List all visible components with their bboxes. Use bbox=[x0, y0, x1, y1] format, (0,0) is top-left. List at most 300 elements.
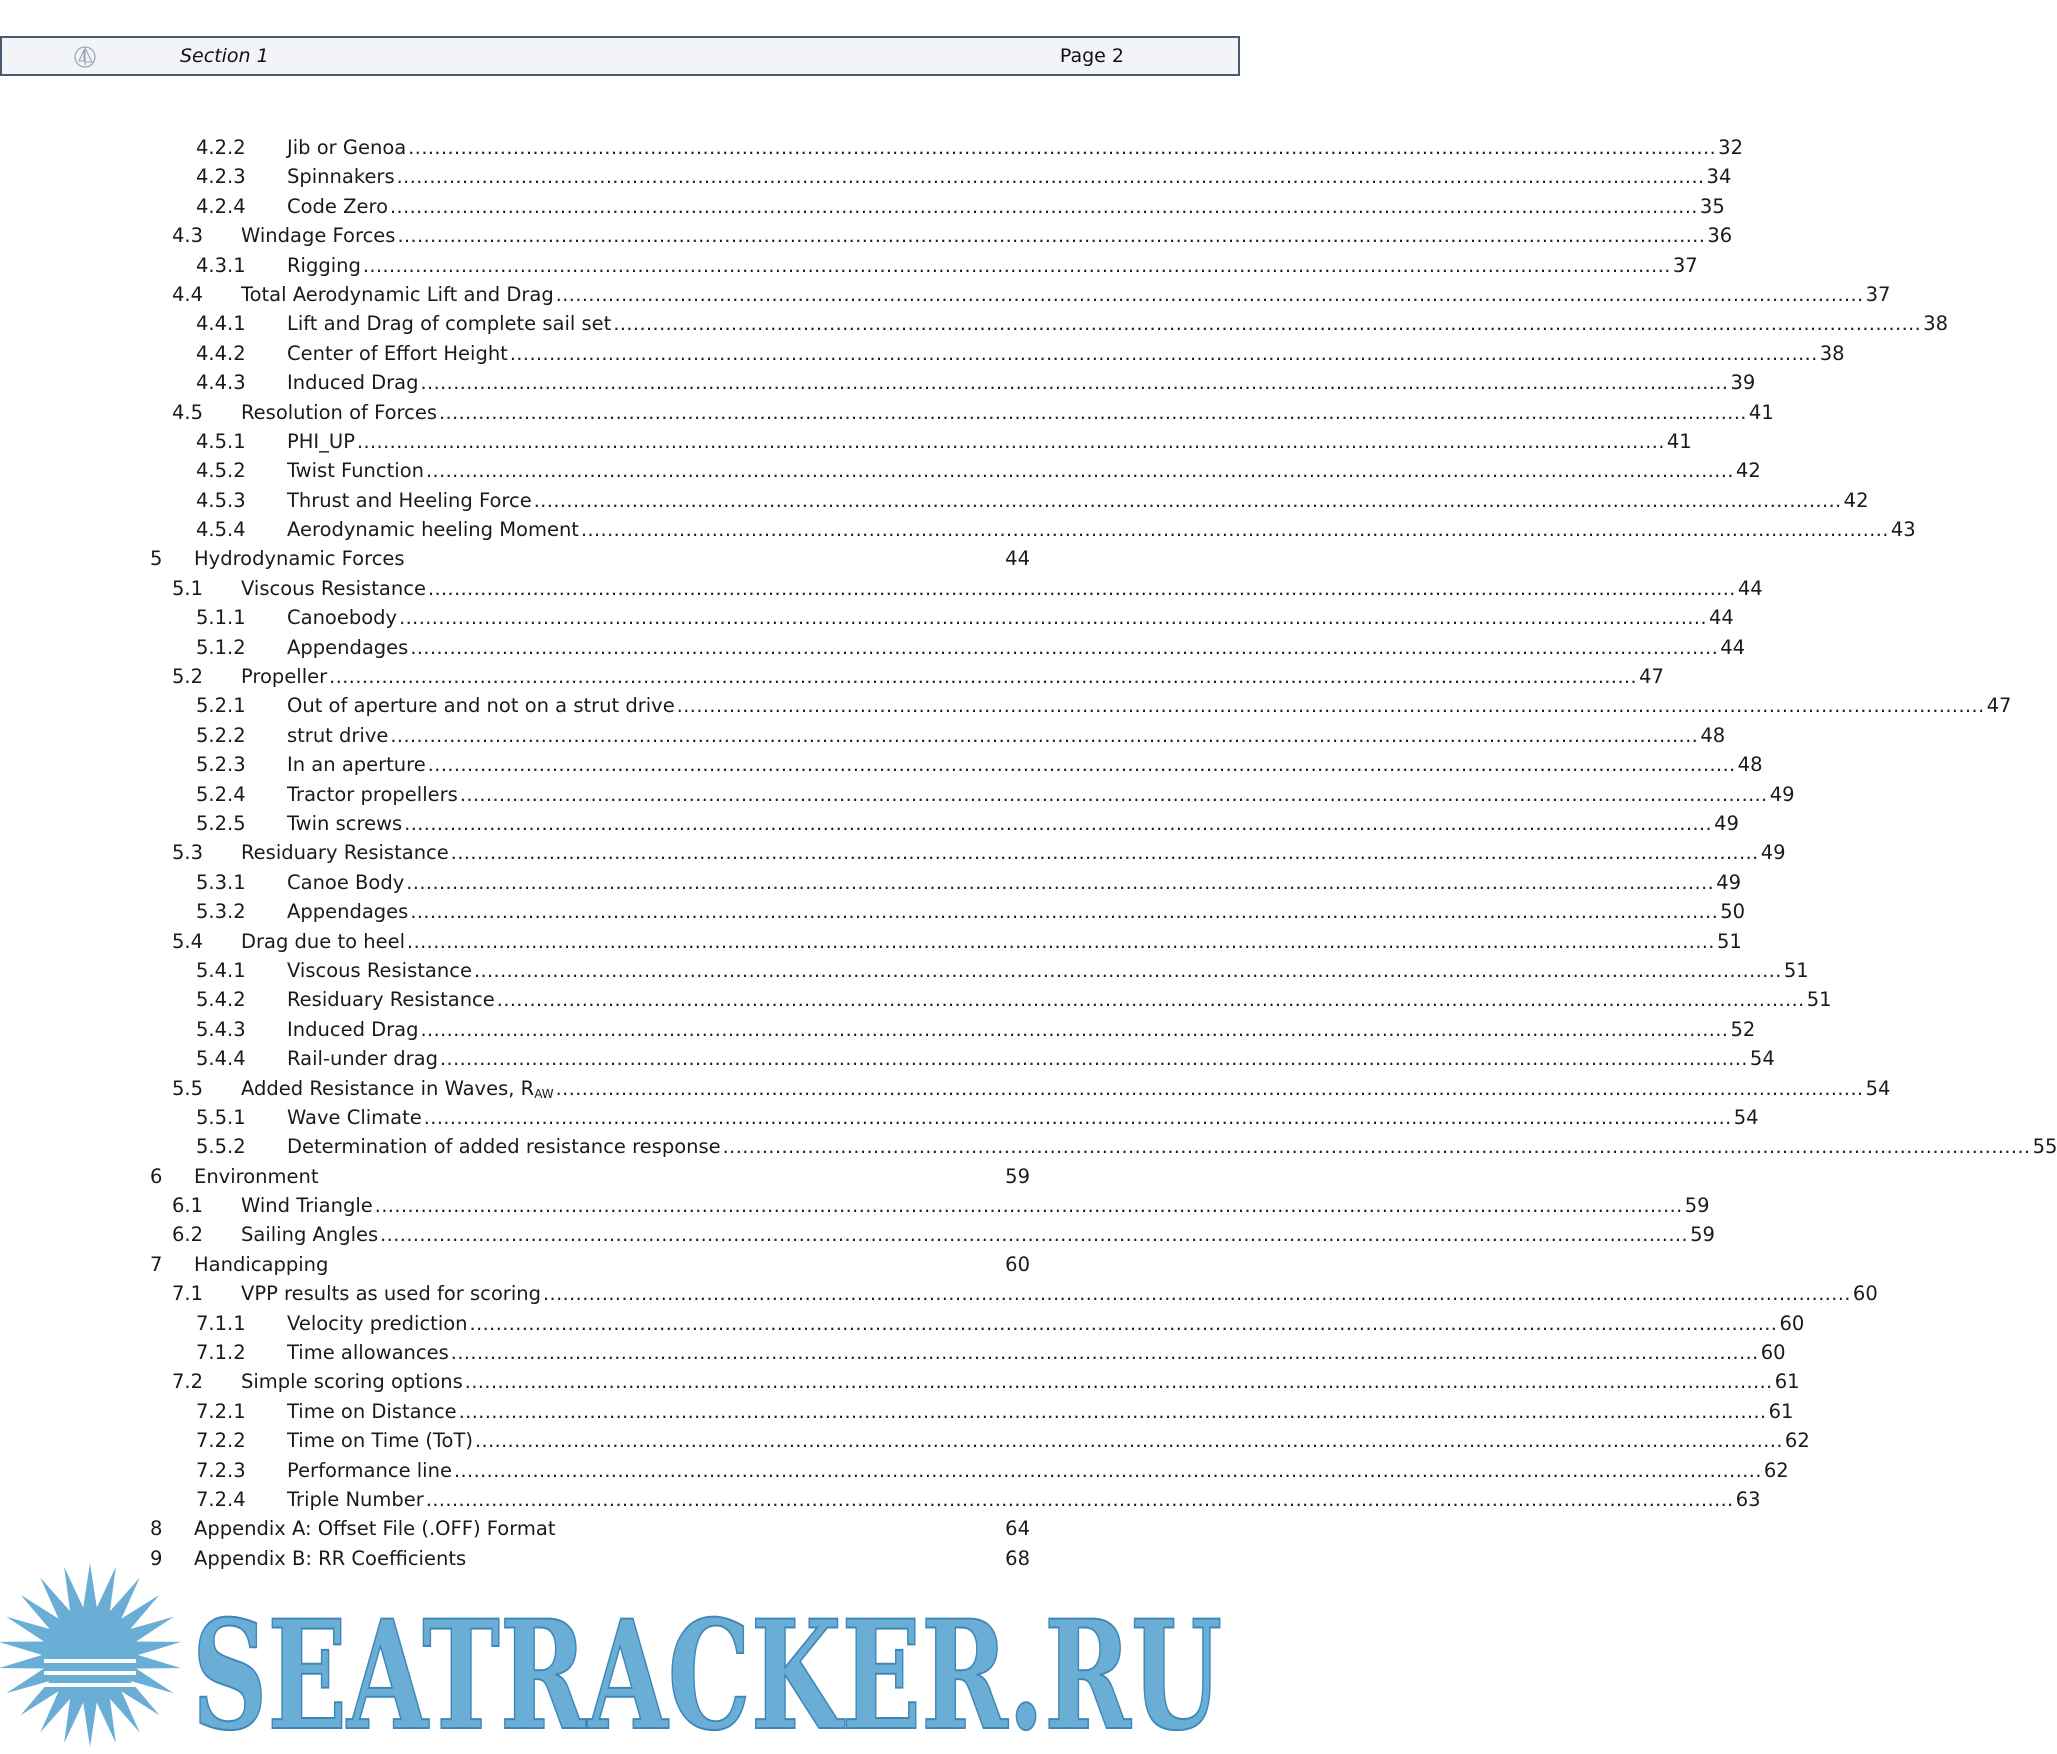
toc-page: 39 bbox=[1730, 371, 1756, 395]
toc-entry[interactable] bbox=[0, 221, 1733, 250]
toc-leader-dots: ........................................................................................................................................................................................................ bbox=[474, 1430, 1783, 1453]
toc-number: 6 bbox=[150, 1164, 163, 1188]
toc-number: 6.2 bbox=[172, 1223, 204, 1247]
toc-title bbox=[194, 1250, 1003, 1279]
toc-leader-dots: ........................................................................................................................................................................................................ bbox=[423, 1106, 1732, 1129]
watermark-text: SEATRACKER.RU bbox=[192, 1588, 1222, 1754]
toc-number: 5.4.1 bbox=[196, 958, 246, 982]
toc-leader-dots: ........................................................................................................................................................................................................ bbox=[420, 372, 1729, 395]
toc-title-text: Twist Function bbox=[287, 459, 424, 483]
toc-leader-dots: ........................................................................................................................................................................................................ bbox=[420, 1018, 1729, 1041]
toc-number: 4.4.1 bbox=[196, 312, 246, 336]
toc-title-subscript: AW bbox=[534, 1086, 554, 1101]
toc-number: 4.3 bbox=[172, 224, 204, 248]
toc-leader-dots: ........................................................................................................................................................................................................ bbox=[396, 166, 1705, 189]
toc-page: 51 bbox=[1783, 958, 1809, 982]
toc-entry[interactable] bbox=[0, 1220, 1715, 1249]
toc-entry[interactable] bbox=[0, 280, 1891, 309]
toc-title-text: Wind Triangle bbox=[241, 1194, 373, 1218]
toc-title bbox=[241, 574, 428, 603]
toc-title-text: Triple Number bbox=[287, 1487, 424, 1511]
toc-line bbox=[241, 1191, 1710, 1221]
toc-entry[interactable] bbox=[0, 1044, 1775, 1073]
toc-entry[interactable] bbox=[0, 838, 1786, 867]
toc-leader-dots: ........................................................................................................................................................................................................ bbox=[542, 1283, 1851, 1306]
toc-entry[interactable] bbox=[0, 427, 1692, 456]
toc-page: 49 bbox=[1714, 811, 1739, 835]
seatracker-watermark bbox=[0, 1560, 1240, 1754]
toc-line bbox=[287, 1397, 1794, 1427]
toc-line bbox=[287, 368, 1756, 398]
toc-entry[interactable] bbox=[0, 486, 1869, 515]
toc-entry[interactable] bbox=[0, 1338, 1786, 1367]
sailboat-logo-icon bbox=[72, 44, 98, 70]
toc-number: 5.3 bbox=[172, 841, 204, 865]
toc-page: 51 bbox=[1716, 929, 1742, 953]
toc-title bbox=[241, 662, 329, 691]
toc-line bbox=[194, 544, 1030, 573]
toc-entry[interactable] bbox=[0, 368, 1756, 397]
toc-entry[interactable] bbox=[0, 1103, 1759, 1132]
toc-title bbox=[241, 1074, 556, 1103]
page-header bbox=[0, 36, 1240, 76]
toc-number: 9 bbox=[150, 1546, 163, 1570]
toc-number: 5.5.1 bbox=[196, 1105, 246, 1129]
toc-number: 5.2.2 bbox=[196, 723, 246, 747]
toc-entry[interactable] bbox=[0, 780, 1795, 809]
toc-line bbox=[241, 280, 1891, 310]
toc-entry[interactable] bbox=[0, 985, 1832, 1014]
toc-page: 60 bbox=[1852, 1282, 1878, 1306]
toc-page: 42 bbox=[1735, 459, 1761, 483]
toc-page: 59 bbox=[1684, 1194, 1710, 1218]
toc-number: 4.3.1 bbox=[196, 253, 246, 277]
toc-entry[interactable] bbox=[0, 662, 1664, 691]
toc-number: 5.2.5 bbox=[196, 811, 246, 835]
toc-number: 7 bbox=[150, 1252, 163, 1276]
toc-page: 68 bbox=[1005, 1546, 1030, 1570]
toc-entry[interactable] bbox=[0, 1367, 1800, 1396]
toc-page: 62 bbox=[1784, 1429, 1810, 1453]
toc-title-text: Time on Distance bbox=[287, 1399, 457, 1423]
toc-page: 60 bbox=[1760, 1341, 1786, 1365]
toc-leader-dots: ........................................................................................................................................................................................................ bbox=[410, 901, 1719, 924]
toc-entry[interactable] bbox=[0, 162, 1732, 191]
toc-line bbox=[287, 515, 1916, 545]
toc-number: 5.3.2 bbox=[196, 900, 246, 924]
toc-number: 7.1.1 bbox=[196, 1311, 246, 1335]
toc-title bbox=[287, 1338, 451, 1367]
toc-leader-dots: ........................................................................................................................................................................................................ bbox=[410, 636, 1719, 659]
toc-title bbox=[287, 633, 410, 662]
toc-page: 60 bbox=[1779, 1311, 1805, 1335]
toc-title-text: Sailing Angles bbox=[241, 1223, 379, 1247]
toc-page: 61 bbox=[1768, 1399, 1794, 1423]
toc-page: 54 bbox=[1749, 1047, 1775, 1071]
toc-title-text: Residuary Resistance bbox=[287, 988, 495, 1012]
toc-line bbox=[287, 1426, 1810, 1456]
toc-line bbox=[287, 251, 1698, 281]
toc-line bbox=[287, 1309, 1805, 1339]
toc-line bbox=[287, 162, 1732, 192]
toc-number: 7.2.1 bbox=[196, 1399, 246, 1423]
toc-page: 37 bbox=[1672, 253, 1698, 277]
toc-title-text: Twin screws bbox=[287, 811, 403, 835]
toc-leader-dots: ........................................................................................................................................................................................................ bbox=[459, 783, 1768, 806]
toc-line bbox=[241, 1220, 1715, 1250]
toc-title-text: Propeller bbox=[241, 665, 328, 689]
toc-page: 49 bbox=[1769, 782, 1795, 806]
toc-page: 55 bbox=[2032, 1135, 2057, 1159]
toc-number: 5 bbox=[150, 547, 163, 571]
toc-title bbox=[241, 280, 556, 309]
toc-title-text: Velocity prediction bbox=[287, 1311, 468, 1335]
toc-page: 48 bbox=[1737, 753, 1763, 777]
toc-title bbox=[194, 544, 1003, 573]
toc-page: 49 bbox=[1760, 841, 1786, 865]
toc-title-text: Performance line bbox=[287, 1458, 452, 1482]
toc-leader-dots: ........................................................................................................................................................................................................ bbox=[329, 666, 1638, 689]
toc-title-text: Total Aerodynamic Lift and Drag bbox=[241, 282, 554, 306]
toc-line bbox=[241, 662, 1664, 692]
toc-number: 5.4.3 bbox=[196, 1017, 246, 1041]
toc-line bbox=[287, 486, 1869, 516]
toc-title-text: Windage Forces bbox=[241, 224, 396, 248]
toc-entry[interactable] bbox=[0, 897, 1746, 926]
toc-leader-dots: ........................................................................................................................................................................................................ bbox=[426, 460, 1734, 483]
toc-entry[interactable] bbox=[0, 809, 1739, 838]
toc-leader-dots: ........................................................................................................................................................................................................ bbox=[404, 812, 1713, 835]
toc-page: 48 bbox=[1700, 723, 1726, 747]
toc-title-text: Added Resistance in Waves, R bbox=[241, 1076, 535, 1100]
toc-page: 47 bbox=[1639, 665, 1664, 689]
toc-title bbox=[241, 838, 451, 867]
toc-title bbox=[287, 985, 497, 1014]
toc-line bbox=[241, 838, 1786, 868]
toc-line bbox=[287, 309, 1949, 339]
toc-number: 5.1.1 bbox=[196, 606, 246, 630]
toc-line bbox=[287, 956, 1809, 986]
toc-number: 7.2.4 bbox=[196, 1487, 246, 1511]
toc-page: 59 bbox=[1005, 1164, 1030, 1188]
toc-title-text: Spinnakers bbox=[287, 165, 395, 189]
toc-title bbox=[241, 1191, 375, 1220]
toc-title-text: Appendages bbox=[287, 635, 409, 659]
toc-title-text: Thrust and Heeling Force bbox=[287, 488, 532, 512]
toc-title-text: Residuary Resistance bbox=[241, 841, 449, 865]
toc-title-text: Hydrodynamic Forces bbox=[194, 547, 405, 571]
toc-title bbox=[287, 809, 404, 838]
toc-page: 51 bbox=[1806, 988, 1832, 1012]
toc-page: 41 bbox=[1748, 400, 1774, 424]
toc-line bbox=[287, 192, 1725, 222]
toc-leader-dots: ........................................................................................................................................................................................................ bbox=[380, 1224, 1689, 1247]
toc-number: 5.4.2 bbox=[196, 988, 246, 1012]
toc-title bbox=[287, 251, 363, 280]
toc-number: 5.3.1 bbox=[196, 870, 246, 894]
toc-entry[interactable] bbox=[0, 750, 1763, 779]
toc-leader-dots: ........................................................................................................................................................................................................ bbox=[722, 1136, 2031, 1159]
toc-entry[interactable] bbox=[0, 309, 1949, 338]
toc-title-text: Canoe Body bbox=[287, 870, 405, 894]
toc-title-text: PHI_UP bbox=[287, 429, 355, 453]
toc-page: 42 bbox=[1843, 488, 1869, 512]
toc-page: 61 bbox=[1774, 1370, 1800, 1394]
toc-entry[interactable] bbox=[0, 1456, 1789, 1485]
toc-page: 37 bbox=[1865, 282, 1891, 306]
toc-title-text: Time allowances bbox=[287, 1341, 449, 1365]
toc-leader-dots: ........................................................................................................................................................................................................ bbox=[390, 195, 1698, 218]
toc-number: 4.4.3 bbox=[196, 371, 246, 395]
toc-leader-dots: ........................................................................................................................................................................................................ bbox=[473, 959, 1782, 982]
toc-leader-dots: ........................................................................................................................................................................................................ bbox=[439, 1048, 1748, 1071]
toc-line bbox=[241, 221, 1733, 251]
toc-entry[interactable] bbox=[0, 1309, 1805, 1338]
toc-title bbox=[287, 309, 613, 338]
toc-page: 32 bbox=[1718, 136, 1743, 159]
toc-page: 50 bbox=[1720, 900, 1746, 924]
toc-title bbox=[287, 1015, 421, 1044]
toc-entry[interactable] bbox=[0, 1074, 1891, 1103]
toc-title bbox=[287, 133, 408, 162]
toc-title-text: Simple scoring options bbox=[241, 1370, 463, 1394]
toc-entry[interactable] bbox=[0, 133, 1743, 162]
toc-title-text: Time on Time (ToT) bbox=[287, 1429, 473, 1453]
toc-leader-dots: ........................................................................................................................................................................................................ bbox=[555, 1077, 1864, 1100]
toc-entry[interactable] bbox=[0, 1397, 1794, 1426]
toc-entry[interactable] bbox=[0, 1162, 1240, 1191]
toc-title bbox=[194, 1514, 1003, 1543]
toc-leader-dots: ........................................................................................................................................................................................................ bbox=[496, 989, 1805, 1012]
toc-leader-dots: ........................................................................................................................................................................................................ bbox=[390, 724, 1699, 747]
toc-title bbox=[241, 398, 439, 427]
toc-title-text: Wave Climate bbox=[287, 1105, 422, 1129]
sun-horizon-band bbox=[44, 1671, 136, 1675]
toc-number: 5.1 bbox=[172, 576, 204, 600]
toc-title bbox=[241, 221, 397, 250]
toc-entry[interactable] bbox=[0, 721, 1726, 750]
toc-entry[interactable] bbox=[0, 956, 1809, 985]
toc-page: 38 bbox=[1923, 312, 1949, 336]
toc-page: 43 bbox=[1890, 518, 1916, 542]
toc-leader-dots: ........................................................................................................................................................................................................ bbox=[613, 313, 1922, 336]
toc-title bbox=[287, 192, 390, 221]
toc-title-text: Appendix B: RR Coefficients bbox=[194, 1546, 467, 1570]
toc-page: 49 bbox=[1716, 870, 1742, 894]
toc-page: 44 bbox=[1737, 576, 1763, 600]
toc-title-text: Determination of added resistance response bbox=[287, 1135, 721, 1159]
toc-page: 64 bbox=[1005, 1517, 1030, 1541]
toc-entry[interactable] bbox=[0, 1485, 1761, 1514]
toc-number: 7.2.2 bbox=[196, 1429, 246, 1453]
toc-line bbox=[287, 1456, 1789, 1486]
toc-number: 5.1.2 bbox=[196, 635, 246, 659]
toc-title-text: Appendages bbox=[287, 900, 409, 924]
toc-line bbox=[287, 750, 1763, 780]
toc-entry[interactable] bbox=[0, 339, 1845, 368]
toc-line bbox=[287, 985, 1832, 1015]
toc-line bbox=[287, 809, 1739, 839]
toc-number: 5.2.1 bbox=[196, 694, 246, 718]
toc-title-text: Handicapping bbox=[194, 1252, 329, 1276]
toc-entry[interactable] bbox=[0, 515, 1916, 544]
page-number: Page 2 bbox=[1059, 45, 1124, 67]
toc-title-text: Viscous Resistance bbox=[241, 576, 426, 600]
toc-line bbox=[287, 1338, 1786, 1368]
toc-title bbox=[287, 897, 410, 926]
toc-page: 36 bbox=[1707, 224, 1733, 248]
toc-line bbox=[287, 780, 1795, 810]
toc-number: 4.5.2 bbox=[196, 459, 246, 483]
toc-number: 5.5 bbox=[172, 1076, 204, 1100]
sun-horizon-band bbox=[44, 1659, 136, 1663]
toc-number: 5.2.3 bbox=[196, 753, 246, 777]
toc-entry[interactable] bbox=[0, 456, 1761, 485]
toc-entry[interactable] bbox=[0, 574, 1763, 603]
toc-leader-dots: ........................................................................................................................................................................................................ bbox=[407, 930, 1715, 953]
toc-number: 7.1.2 bbox=[196, 1341, 246, 1365]
toc-page: 41 bbox=[1666, 429, 1692, 453]
toc-entry[interactable] bbox=[0, 1191, 1710, 1220]
toc-entry[interactable] bbox=[0, 1279, 1878, 1308]
toc-title bbox=[287, 486, 534, 515]
toc-line bbox=[241, 398, 1774, 428]
toc-number: 4.2.3 bbox=[196, 165, 246, 189]
toc-leader-dots: ........................................................................................................................................................................................................ bbox=[458, 1400, 1767, 1423]
toc-leader-dots: ........................................................................................................................................................................................................ bbox=[425, 1488, 1734, 1511]
toc-number: 4.2.2 bbox=[196, 136, 246, 159]
sun-horizon-band bbox=[44, 1683, 136, 1687]
toc-entry[interactable] bbox=[0, 1426, 1810, 1455]
toc-entry[interactable] bbox=[0, 1132, 2057, 1161]
toc-line bbox=[287, 133, 1743, 163]
toc-line bbox=[287, 1015, 1756, 1045]
toc-title bbox=[287, 1397, 459, 1426]
toc-line bbox=[194, 1162, 1030, 1191]
toc-leader-dots: ........................................................................................................................................................................................................ bbox=[397, 225, 1706, 248]
toc-entry[interactable] bbox=[0, 192, 1725, 221]
toc-title bbox=[241, 1279, 543, 1308]
toc-title bbox=[287, 780, 460, 809]
toc-line bbox=[287, 721, 1726, 751]
toc-title bbox=[241, 1367, 465, 1396]
toc-leader-dots: ........................................................................................................................................................................................................ bbox=[453, 1459, 1762, 1482]
toc-entry[interactable] bbox=[0, 603, 1734, 632]
toc-number: 4.5 bbox=[172, 400, 204, 424]
toc-title-text: Induced Drag bbox=[287, 371, 419, 395]
toc-entry[interactable] bbox=[0, 868, 1742, 897]
toc-entry[interactable] bbox=[0, 251, 1698, 280]
toc-number: 4.2.4 bbox=[196, 194, 246, 218]
toc-line bbox=[287, 1485, 1761, 1515]
toc-entry[interactable] bbox=[0, 1015, 1756, 1044]
toc-line bbox=[241, 1367, 1800, 1397]
toc-line bbox=[287, 633, 1746, 663]
toc-title-text: Drag due to heel bbox=[241, 929, 406, 953]
toc-title bbox=[287, 339, 510, 368]
toc-page: 52 bbox=[1730, 1017, 1756, 1041]
toc-entry[interactable] bbox=[0, 1514, 1240, 1543]
toc-leader-dots: ........................................................................................................................................................................................................ bbox=[676, 695, 1985, 718]
toc-number: 4.4.2 bbox=[196, 341, 246, 365]
toc-number: 5.4 bbox=[172, 929, 204, 953]
toc-number: 6.1 bbox=[172, 1194, 204, 1218]
toc-title-text: Lift and Drag of complete sail set bbox=[287, 312, 612, 336]
toc-leader-dots: ........................................................................................................................................................................................................ bbox=[464, 1371, 1773, 1394]
toc-leader-dots: ........................................................................................................................................................................................................ bbox=[509, 342, 1818, 365]
toc-title bbox=[287, 603, 399, 632]
toc-leader-dots: ........................................................................................................................................................................................................ bbox=[427, 577, 1736, 600]
toc-title-text: Appendix A: Offset File (.OFF) Format bbox=[194, 1517, 556, 1541]
toc-leader-dots: ........................................................................................................................................................................................................ bbox=[450, 842, 1759, 865]
toc-entry[interactable] bbox=[0, 1250, 1240, 1279]
toc-title bbox=[287, 1044, 440, 1073]
toc-leader-dots: ........................................................................................................................................................................................................ bbox=[374, 1195, 1683, 1218]
toc-entry[interactable] bbox=[0, 927, 1742, 956]
toc-title-text: Environment bbox=[194, 1164, 319, 1188]
toc-title-text: Aerodynamic heeling Moment bbox=[287, 518, 579, 542]
toc-leader-dots: ........................................................................................................................................................................................................ bbox=[439, 401, 1747, 424]
toc-title bbox=[287, 1426, 475, 1455]
toc-title bbox=[287, 691, 677, 720]
toc-line bbox=[287, 1103, 1759, 1133]
toc-title bbox=[287, 515, 581, 544]
toc-line bbox=[241, 574, 1763, 604]
toc-title-text: Induced Drag bbox=[287, 1017, 419, 1041]
toc-entry[interactable] bbox=[0, 544, 1240, 573]
toc-leader-dots: ........................................................................................................................................................................................................ bbox=[406, 871, 1715, 894]
toc-line bbox=[287, 1132, 2057, 1162]
toc-line bbox=[287, 339, 1845, 369]
toc-line bbox=[194, 1250, 1030, 1279]
table-of-contents bbox=[0, 133, 2057, 1573]
toc-title-text: Tractor propellers bbox=[287, 782, 458, 806]
toc-page: 54 bbox=[1733, 1105, 1759, 1129]
toc-leader-dots: ........................................................................................................................................................................................................ bbox=[469, 1312, 1778, 1335]
toc-line bbox=[241, 1074, 1891, 1104]
toc-line bbox=[287, 868, 1742, 898]
toc-entry[interactable] bbox=[0, 633, 1746, 662]
toc-page: 44 bbox=[1709, 606, 1734, 630]
toc-title bbox=[287, 956, 474, 985]
toc-page: 59 bbox=[1690, 1223, 1715, 1247]
toc-entry[interactable] bbox=[0, 398, 1774, 427]
toc-number: 7.2.3 bbox=[196, 1458, 246, 1482]
toc-number: 5.4.4 bbox=[196, 1047, 246, 1071]
toc-line bbox=[287, 456, 1761, 486]
toc-title-text: Out of aperture and not on a strut drive bbox=[287, 694, 675, 718]
toc-page: 47 bbox=[1986, 694, 2012, 718]
toc-leader-dots: ........................................................................................................................................................................................................ bbox=[533, 489, 1842, 512]
toc-title bbox=[287, 1456, 454, 1485]
toc-title bbox=[241, 1220, 380, 1249]
toc-leader-dots: ........................................................................................................................................................................................................ bbox=[555, 283, 1864, 306]
toc-title bbox=[194, 1162, 1003, 1191]
toc-line bbox=[241, 927, 1742, 957]
toc-leader-dots: ........................................................................................................................................................................................................ bbox=[399, 607, 1707, 630]
toc-entry[interactable] bbox=[0, 691, 2012, 720]
toc-title bbox=[287, 1132, 723, 1161]
toc-title bbox=[241, 927, 407, 956]
toc-leader-dots: ........................................................................................................................................................................................................ bbox=[408, 137, 1717, 159]
toc-line bbox=[287, 603, 1734, 633]
sun-burst-icon bbox=[0, 1563, 181, 1747]
toc-title-text: Rail-under drag bbox=[287, 1047, 438, 1071]
toc-line bbox=[194, 1514, 1030, 1543]
toc-page: 38 bbox=[1819, 341, 1845, 365]
toc-page: 62 bbox=[1763, 1458, 1789, 1482]
toc-title-text: Jib or Genoa bbox=[287, 136, 407, 159]
